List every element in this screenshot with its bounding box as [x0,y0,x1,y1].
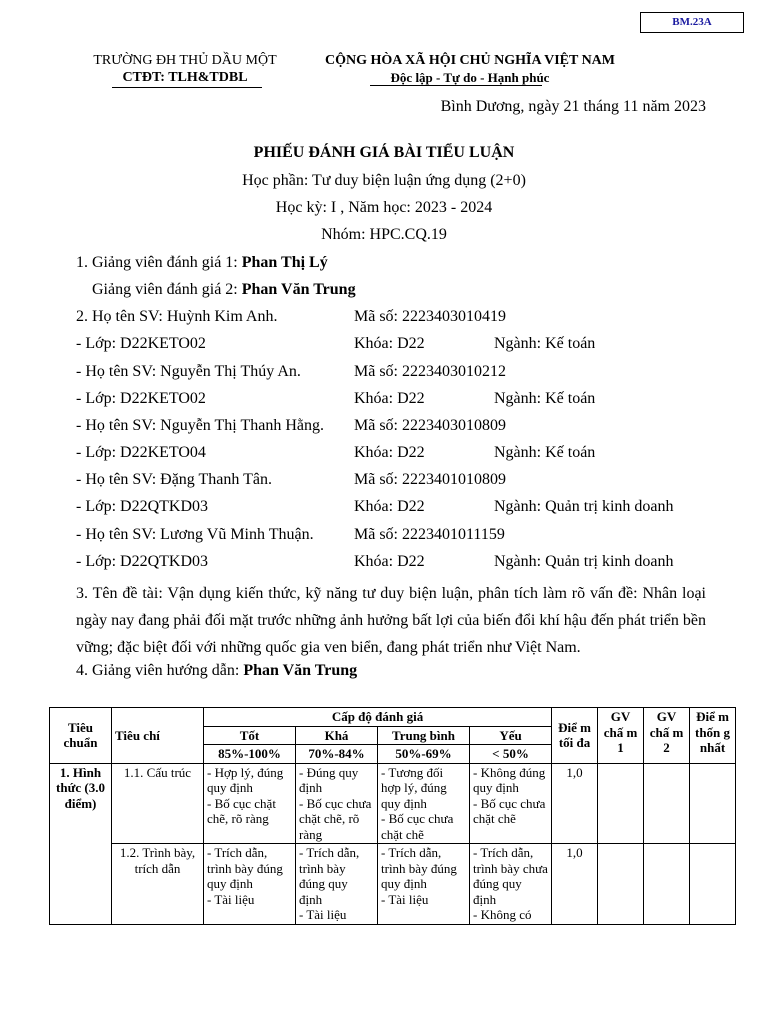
header-good-pct: 85%-100% [204,745,296,764]
student-name: - Họ tên SV: Nguyễn Thị Thúy An. [76,363,301,380]
evaluation-table [49,707,736,925]
header-fair: Khá [296,726,378,745]
student-id: Mã số: 2223401011159 [354,526,505,543]
table-row [50,763,736,844]
grader-1-score-input[interactable] [598,844,644,925]
advisor-label: 4. Giảng viên hướng dẫn: [76,662,244,679]
student-class: - Lớp: D22KETO04 [76,444,206,461]
student-name: 2. Họ tên SV: Huỳnh Kim Anh. [76,308,278,325]
student-major: Ngành: Quản trị kinh doanh [494,553,674,570]
student-major: Ngành: Quản trị kinh doanh [494,498,674,515]
evaluator-1-name: Phan Thị Lý [241,254,328,271]
student-cohort: Khóa: D22 [354,498,425,515]
student-class: - Lớp: D22QTKD03 [76,498,208,515]
student-major: Ngành: Kế toán [494,390,596,407]
student-major: Ngành: Kế toán [494,335,596,352]
form-code-badge: BM.23A [640,12,744,33]
criteria-cell: 1.1. Cấu trúc [112,763,204,844]
semester-line: Học kỳ: I , Năm học: 2023 - 2024 [275,199,493,216]
grader-2-score-input[interactable] [644,763,690,844]
header-levels: Cấp độ đánh giá [204,708,552,727]
national-motto: Độc lập - Tự do - Hạnh phúc [390,70,550,85]
header-grader-1: GV chấ m 1 [598,708,644,764]
school-name: TRƯỜNG ĐH THỦ DẦU MỘT [93,53,277,68]
header-criteria: Tiêu chí [112,708,204,764]
program-name: CTĐT: TLH&TDBL [122,70,248,85]
student-cohort: Khóa: D22 [354,444,425,461]
student-name: - Họ tên SV: Lương Vũ Minh Thuận. [76,526,314,543]
max-score-cell: 1,0 [552,844,598,925]
header-standard: Tiêu chuẩn [50,708,112,764]
header-good: Tốt [204,726,296,745]
header-fair-pct: 70%-84% [296,745,378,764]
header-weak: Yếu [470,726,552,745]
table-row [50,844,736,925]
final-score-input[interactable] [690,844,736,925]
student-class: - Lớp: D22KETO02 [76,335,206,352]
student-id: Mã số: 2223403010212 [354,363,506,380]
section-label: 1. Hình thức (3.0 điểm) [50,763,112,924]
country-name: CỘNG HÒA XÃ HỘI CHỦ NGHĨA VIỆT NAM [324,53,615,68]
fair-cell: - Trích dẫn, trình bày đúng quy định - Tài liệu [296,844,378,925]
header-weak-pct: < 50% [470,745,552,764]
final-score-input[interactable] [690,763,736,844]
criteria-cell: 1.2. Trình bày, trích dẫn [112,844,204,925]
evaluator-2-label: Giảng viên đánh giá 2: [92,281,242,298]
average-cell: - Trích dẫn, trình bày đúng quy định - Tài liệu [378,844,470,925]
fair-cell: - Đúng quy định - Bố cục chưa chặt chẽ, rõ ràng [296,763,378,844]
student-id: Mã số: 2223403010809 [354,417,506,434]
grader-1-score-input[interactable] [598,763,644,844]
date-line: Bình Dương, ngày 21 tháng 11 năm 2023 [440,98,706,115]
student-name: - Họ tên SV: Đặng Thanh Tân. [76,471,272,488]
document-title: PHIẾU ĐÁNH GIÁ BÀI TIỂU LUẬN [253,144,515,161]
weak-cell: - Trích dẫn, trình bày chưa đúng quy định - Không có [470,844,552,925]
student-id: Mã số: 2223401010809 [354,471,506,488]
student-cohort: Khóa: D22 [354,390,425,407]
student-major: Ngành: Kế toán [494,444,596,461]
header-max-score: Điể m tối đa [552,708,598,764]
student-cohort: Khóa: D22 [354,553,425,570]
advisor-name: Phan Văn Trung [243,662,358,679]
header-average-pct: 50%-69% [378,745,470,764]
header-average: Trung bình [378,726,470,745]
grader-2-score-input[interactable] [644,844,690,925]
course-line: Học phần: Tư duy biện luận ứng dụng (2+0) [242,172,526,189]
student-cohort: Khóa: D22 [354,335,425,352]
max-score-cell: 1,0 [552,763,598,844]
header-grader-2: GV chấ m 2 [644,708,690,764]
average-cell: - Tương đối hợp lý, đúng quy định - Bố cục chưa chặt chẽ [378,763,470,844]
student-id: Mã số: 2223403010419 [354,308,506,325]
student-name: - Họ tên SV: Nguyễn Thị Thanh Hằng. [76,417,324,434]
group-line: Nhóm: HPC.CQ.19 [321,226,447,243]
good-cell: - Trích dẫn, trình bày đúng quy định - Tài liệu [204,844,296,925]
header-final-score: Điể m thốn g nhất [690,708,736,764]
evaluator-2-name: Phan Văn Trung [241,281,356,298]
good-cell: - Hợp lý, đúng quy định - Bố cục chặt chẽ, rõ ràng [204,763,296,844]
student-class: - Lớp: D22QTKD03 [76,553,208,570]
topic-paragraph: 3. Tên đề tài: Vận dụng kiến thức, kỹ năng tư duy biện luận, phân tích làm rõ vấn đề: Nhân loại ngày nay đang phải đối mặt trước những ảnh hưởng bất lợi của biến đổi khí hậu đến phát triển bền vững; đặc biệt đối với những quốc gia ven biển, đang phát triển như Việt Nam. [76,585,706,656]
weak-cell: - Không đúng quy định - Bố cục chưa chặt chẽ [470,763,552,844]
evaluator-1-label: 1. Giảng viên đánh giá 1: [76,254,242,271]
student-class: - Lớp: D22KETO02 [76,390,206,407]
